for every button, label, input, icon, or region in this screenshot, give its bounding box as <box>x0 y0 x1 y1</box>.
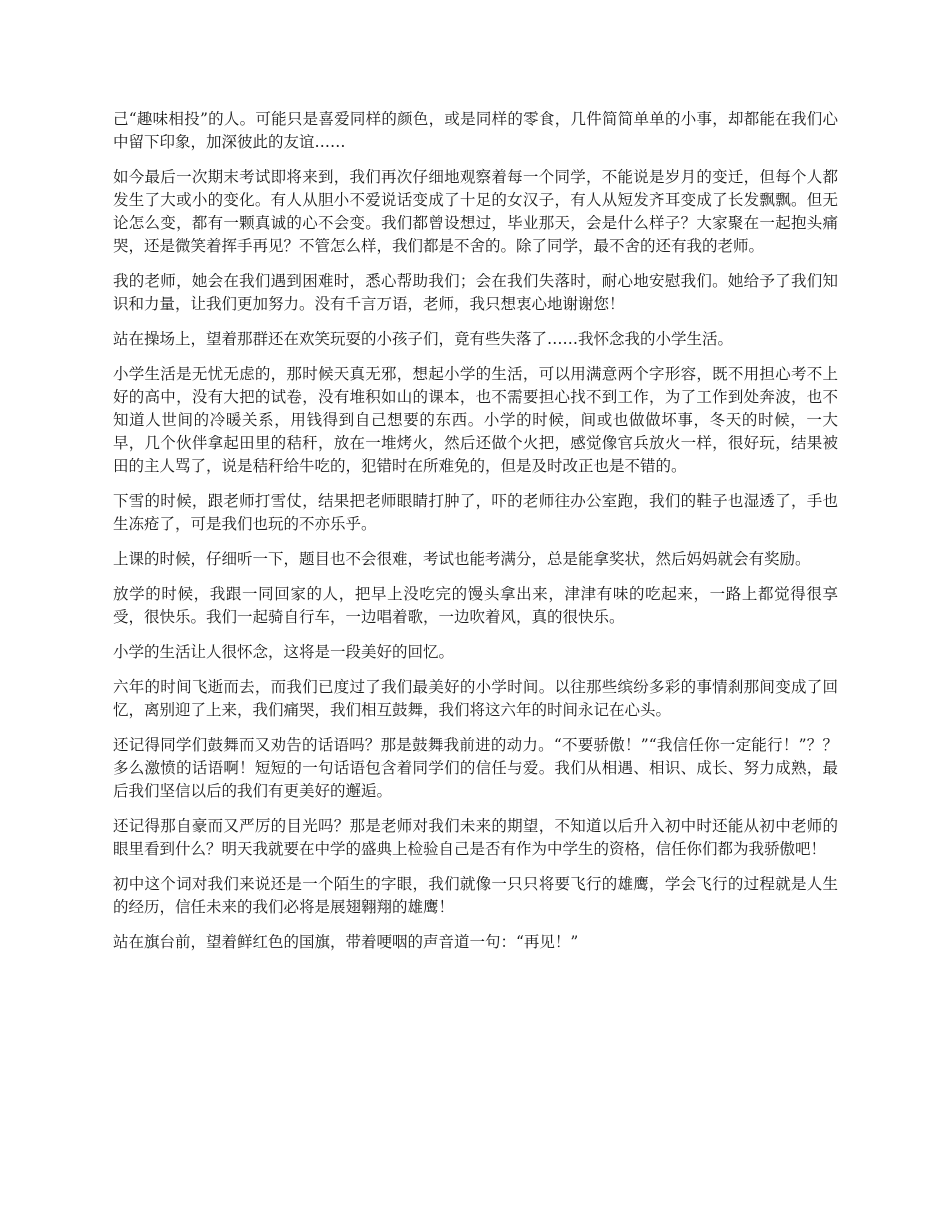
paragraph-13: 初中这个词对我们来说还是一个陌生的字眼，我们就像一只只将要飞行的雄鹰，学会飞行的过程就是人生的经历，信任未来的我们必将是展翅翱翔的雄鹰！ <box>113 875 838 916</box>
paragraph-1: 己“趣味相投”的人。可能只是喜爱同样的颜色，或是同样的零食，几件简简单单的小事，却都能在我们心中留下印象，加深彼此的友谊…… <box>113 110 838 151</box>
paragraph-12: 还记得那自豪而又严厉的目光吗？那是老师对我们未来的期望，不知道以后升入初中时还能从初中老师的眼里看到什么？明天我就要在中学的盛典上检验自己是否有作为中学生的资格，信任你们都为我骄傲吧！ <box>113 817 838 858</box>
paragraph-8: 放学的时候，我跟一同回家的人，把早上没吃完的馒头拿出来，津津有味的吃起来，一路上都觉得很享受，很快乐。我们一起骑自行车，一边唱着歌，一边吹着风，真的很快乐。 <box>113 585 838 626</box>
paragraph-11: 还记得同学们鼓舞而又劝告的话语吗？那是鼓舞我前进的动力。“不要骄傲！”“我信任你一定能行！”？？多么激愤的话语啊！短短的一句话语包含着同学们的信任与爱。我们从相遇、相识、成长、努力成熟，最后我们坚信以后的我们有更美好的邂逅。 <box>113 736 838 800</box>
paragraph-3: 我的老师，她会在我们遇到困难时，悉心帮助我们；会在我们失落时，耐心地安慰我们。她给予了我们知识和力量，让我们更加努力。没有千言万语，老师，我只想衷心地谢谢您！ <box>113 272 838 313</box>
paragraph-7: 上课的时候，仔细听一下，题目也不会很难，考试也能考满分，总是能拿奖状，然后妈妈就会有奖励。 <box>113 550 811 568</box>
paragraph-2: 如今最后一次期末考试即将来到，我们再次仔细地观察着每一个同学，不能说是岁月的变迁，但每个人都发生了大或小的变化。有人从胆小不爱说话变成了十足的女汉子，有人从短发齐耳变成了长发飘飘。但无论怎么变，都有一颗真诚的心不会变。我们都曾设想过，毕业那天，会是什么样子？大家聚在一起抱头痛哭，还是微笑着挥手再见？不管怎么样，我们都是不舍的。除了同学，最不舍的还有我的老师。 <box>113 168 838 255</box>
document-body <box>113 108 838 966</box>
paragraph-6: 下雪的时候，跟老师打雪仗，结果把老师眼睛打肿了，吓的老师往办公室跑，我们的鞋子也湿透了，手也生冻疮了，可是我们也玩的不亦乐乎。 <box>113 492 838 533</box>
paragraph-10: 六年的时间飞逝而去，而我们已度过了我们最美好的小学时间。以往那些缤纷多彩的事情刹那间变成了回忆，离别迎了上来，我们痛哭，我们相互鼓舞，我们将这六年的时间永记在心头。 <box>113 678 838 719</box>
paragraph-14: 站在旗台前，望着鲜红色的国旗，带着哽咽的声音道一句：“再见！” <box>113 933 579 951</box>
paragraph-4: 站在操场上，望着那群还在欢笑玩耍的小孩子们，竟有些失落了……我怀念我的小学生活。 <box>113 330 734 348</box>
paragraph-9: 小学的生活让人很怀念，这将是一段美好的回忆。 <box>113 643 455 661</box>
paragraph-5: 小学生活是无忧无虑的，那时候天真无邪，想起小学的生活，可以用满意两个字形容，既不用担心考不上好的高中，没有大把的试卷，没有堆积如山的课本，也不需要担心找不到工作，为了工作到处奔波，也不知道人世间的冷暖关系，用钱得到自己想要的东西。小学的时候，间或也做做坏事，冬天的时候，一大早，几个伙伴拿起田里的秸秆，放在一堆烤火，然后还做个火把，感觉像官兵放火一样，很好玩，结果被田的主人骂了，说是秸秆给牛吃的，犯错时在所难免的，但是及时改正也是不错的。 <box>113 365 838 475</box>
